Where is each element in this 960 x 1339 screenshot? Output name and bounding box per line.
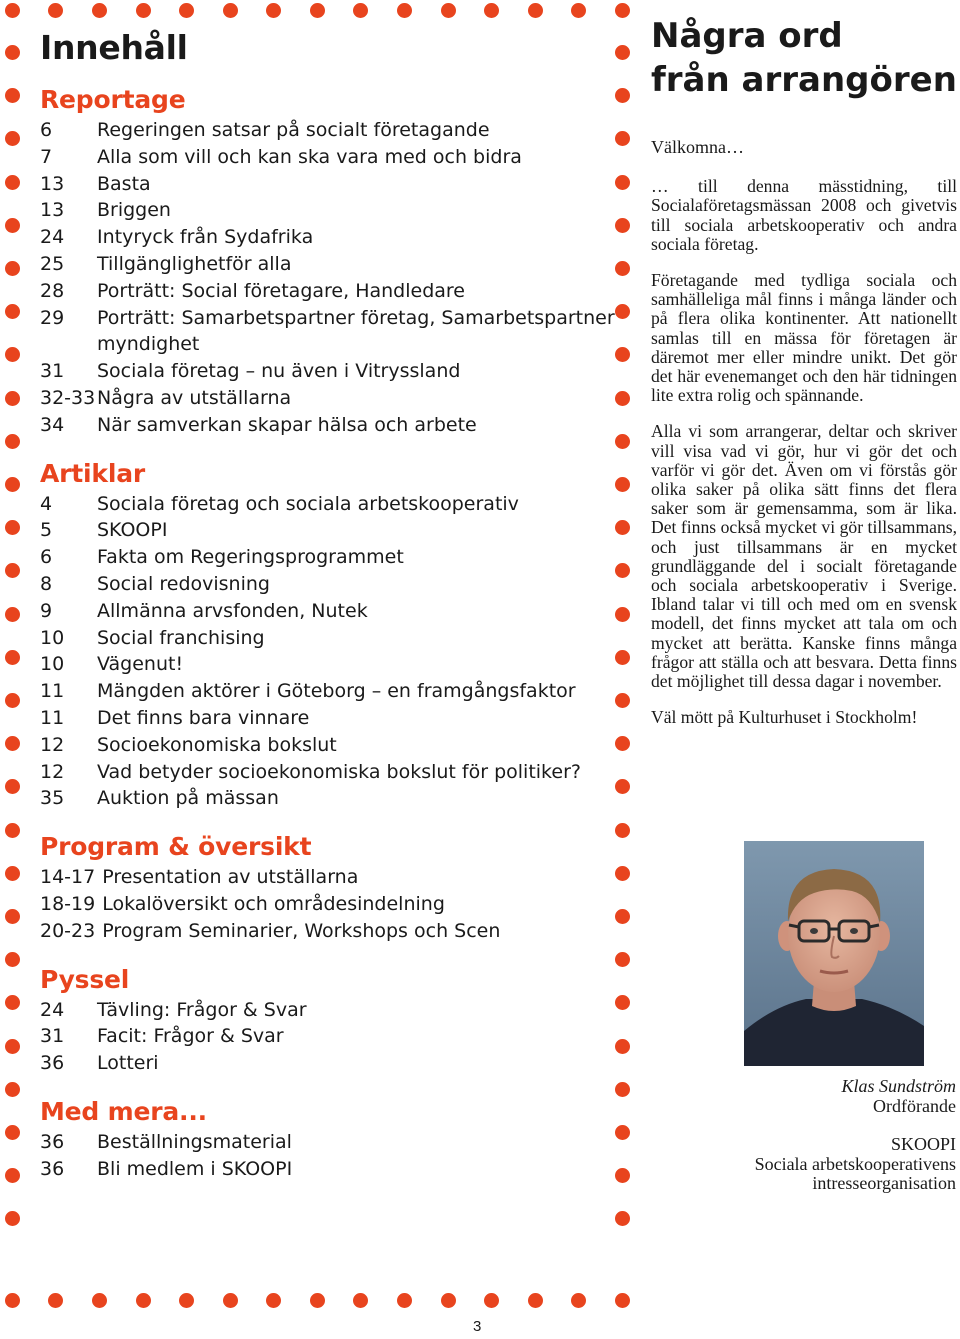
decorative-dot xyxy=(5,823,20,838)
decorative-dot xyxy=(397,3,412,18)
portrait-photo xyxy=(744,841,924,1066)
decorative-dot xyxy=(92,3,107,18)
decorative-dot xyxy=(5,909,20,924)
toc-entry xyxy=(40,117,620,144)
toc-entry-page: 18-19 xyxy=(40,892,96,915)
table-of-contents xyxy=(40,28,620,1201)
decorative-dot xyxy=(92,1293,107,1308)
page-number: 3 xyxy=(473,1318,482,1335)
editorial-greeting: Välkomna… xyxy=(651,137,744,157)
toc-entry-title: Program Seminarier, Workshops och Scen xyxy=(102,919,501,942)
decorative-dot xyxy=(5,175,20,190)
decorative-dot xyxy=(266,3,281,18)
editorial-closing: Väl mött på Kulturhuset i Stockholm! xyxy=(651,707,918,728)
toc-entry-page: 7 xyxy=(40,145,53,168)
toc-entry-page: 6 xyxy=(40,119,53,141)
toc-entry-title: Porträtt: Social företagare, Handledare xyxy=(97,279,465,302)
toc-section xyxy=(40,457,620,813)
toc-entry-title: Auktion på mässan xyxy=(97,787,279,810)
toc-entry-title: Sociala företag och sociala arbetskooperativ xyxy=(97,492,519,515)
portrait-icon xyxy=(744,841,924,1066)
decorative-dot xyxy=(266,1293,281,1308)
toc-entry-page: 31 xyxy=(40,1025,65,1048)
decorative-dot xyxy=(615,3,630,18)
toc-entry xyxy=(40,891,620,918)
toc-entry-title: Social redovisning xyxy=(97,572,270,595)
toc-entry xyxy=(40,358,620,385)
decorative-dot xyxy=(310,1293,325,1308)
decorative-dot xyxy=(5,88,20,103)
toc-entry-page: 34 xyxy=(40,413,65,436)
toc-entry-page: 11 xyxy=(40,706,65,729)
decorative-dot xyxy=(223,1293,238,1308)
toc-entry-page: 24 xyxy=(40,226,65,249)
decorative-dot xyxy=(5,391,20,406)
decorative-dot xyxy=(179,3,194,18)
toc-entry xyxy=(40,1156,620,1183)
toc-entry-page: 10 xyxy=(40,626,65,649)
toc-entry xyxy=(40,785,620,812)
toc-entry-title: Regeringen satsar på socialt företagande xyxy=(97,119,490,141)
toc-entry xyxy=(40,197,620,224)
toc-entry-page: 12 xyxy=(40,760,65,783)
decorative-dot xyxy=(5,347,20,362)
toc-entry-title: Basta xyxy=(97,172,151,195)
decorative-dot xyxy=(397,1293,412,1308)
toc-entry-page: 35 xyxy=(40,787,65,810)
signature-organization-description: Sociala arbetskooperativens xyxy=(754,1154,956,1174)
toc-entry-page: 31 xyxy=(40,360,65,383)
decorative-dot xyxy=(5,1125,20,1140)
toc-entry xyxy=(40,171,620,198)
toc-entry xyxy=(40,278,620,305)
toc-section-title: Pyssel xyxy=(40,964,130,994)
decorative-dot xyxy=(179,1293,194,1308)
decorative-dot xyxy=(5,304,20,319)
decorative-dot xyxy=(48,1293,63,1308)
toc-entry xyxy=(40,759,620,786)
editorial-heading-line2: från arrangören xyxy=(651,60,957,100)
decorative-dot xyxy=(441,1293,456,1308)
signature-role: Ordförande xyxy=(873,1096,956,1116)
toc-entry-page: 6 xyxy=(40,546,53,569)
toc-entry-page: 13 xyxy=(40,172,65,195)
signature-organization-description: intresseorganisation xyxy=(812,1173,956,1193)
toc-section xyxy=(40,963,620,1077)
toc-entry xyxy=(40,1050,620,1077)
toc-entry-page: 4 xyxy=(40,492,53,515)
toc-entry-page: 14-17 xyxy=(40,866,96,889)
toc-entry-title: Porträtt: Samarbetspartner företag, Samarbetspartner myndighet xyxy=(97,306,615,356)
toc-entry xyxy=(40,412,620,439)
toc-sections xyxy=(40,83,620,1183)
decorative-dot xyxy=(5,520,20,535)
decorative-dot xyxy=(5,952,20,967)
editorial-paragraph: … till denna mässtidning, till Socialaföretagsmässan 2008 och givetvis till sociala arbetskooperativ och andra sociala företag. xyxy=(651,176,957,254)
decorative-dot xyxy=(5,779,20,794)
toc-entry-title: Beställningsmaterial xyxy=(97,1130,292,1153)
editorial-paragraph: Företagande med tydliga sociala och samhälleliga mål finns i många länder och på flera olika kontinenter. Att nationellt samlas till en mässa för företagen är däremot mer eller mindre unikt. Det gör det här evenemanget och den här tidningen lite extra rolig och spännande. xyxy=(651,270,957,406)
decorative-dot xyxy=(5,1168,20,1183)
decorative-dot xyxy=(484,1293,499,1308)
toc-entry xyxy=(40,678,620,705)
toc-entry-title: Presentation av utställarna xyxy=(102,866,359,889)
toc-entry-title: Mängden aktörer i Göteborg – en framgångsfaktor xyxy=(97,680,576,703)
decorative-dot xyxy=(5,1039,20,1054)
toc-section-title: Program & översikt xyxy=(40,832,312,862)
toc-entry xyxy=(40,598,620,625)
toc-entry-title: Tillgänglighetför alla xyxy=(97,252,292,275)
decorative-dot xyxy=(5,607,20,622)
decorative-dot xyxy=(5,477,20,492)
toc-entry xyxy=(40,544,620,571)
toc-section xyxy=(40,1095,620,1183)
toc-entry-title: Briggen xyxy=(97,199,171,222)
toc-entry xyxy=(40,918,620,945)
toc-entry-page: 25 xyxy=(40,252,65,275)
toc-entry-page: 36 xyxy=(40,1157,65,1180)
decorative-dot xyxy=(5,45,20,60)
decorative-dot xyxy=(5,995,20,1010)
toc-entry-page: 10 xyxy=(40,653,65,676)
toc-entry xyxy=(40,864,620,891)
toc-entry-title: Fakta om Regeringsprogrammet xyxy=(97,546,404,569)
editorial-heading xyxy=(651,14,957,102)
toc-entry xyxy=(40,997,620,1024)
editorial-heading-line1: Några ord xyxy=(651,16,843,56)
toc-entry-page: 20-23 xyxy=(40,919,96,942)
toc-entry xyxy=(40,571,620,598)
toc-entry-title: Socioekonomiska bokslut xyxy=(97,733,337,756)
decorative-dot xyxy=(136,1293,151,1308)
toc-entry xyxy=(40,385,620,412)
toc-entry xyxy=(40,224,620,251)
toc-entry xyxy=(40,144,620,171)
decorative-dot xyxy=(5,218,20,233)
decorative-dot xyxy=(5,3,20,18)
toc-entry-title: Vägenut! xyxy=(97,653,184,676)
decorative-dot xyxy=(5,693,20,708)
toc-entry-title: Bli medlem i SKOOPI xyxy=(97,1157,293,1180)
decorative-dot xyxy=(48,3,63,18)
toc-entry-title: Lokalöversikt och områdesindelning xyxy=(102,892,445,915)
decorative-dot xyxy=(615,1293,630,1308)
toc-section xyxy=(40,830,620,944)
decorative-dot xyxy=(5,866,20,881)
toc-entry-title: Intyryck från Sydafrika xyxy=(97,226,314,249)
toc-section-title: Artiklar xyxy=(40,458,145,488)
toc-entry xyxy=(40,517,620,544)
decorative-dot xyxy=(136,3,151,18)
decorative-dot xyxy=(353,1293,368,1308)
toc-entry-page: 36 xyxy=(40,1052,65,1075)
toc-entry-page: 32-33 xyxy=(40,386,96,409)
decorative-dot xyxy=(484,3,499,18)
toc-entry-title: SKOOPI xyxy=(97,519,168,542)
decorative-dot xyxy=(223,3,238,18)
decorative-dot xyxy=(5,736,20,751)
toc-entry xyxy=(40,1023,620,1050)
toc-entry xyxy=(40,491,620,518)
decorative-dot xyxy=(5,1211,20,1226)
decorative-dot xyxy=(5,1293,20,1308)
editorial-column xyxy=(651,14,957,744)
toc-entry-page: 5 xyxy=(40,519,53,542)
signature-name: Klas Sundström xyxy=(841,1076,956,1096)
toc-entry xyxy=(40,251,620,278)
toc-entry-title: Vad betyder socioekonomiska bokslut för politiker? xyxy=(97,760,581,783)
decorative-dot xyxy=(5,131,20,146)
decorative-dot xyxy=(5,1082,20,1097)
decorative-dot xyxy=(571,3,586,18)
toc-entry-title: Social franchising xyxy=(97,626,265,649)
toc-entry xyxy=(40,1129,620,1156)
decorative-dot xyxy=(441,3,456,18)
toc-entry-title: Sociala företag – nu även i Vitryssland xyxy=(97,360,461,383)
toc-entry-title: Lotteri xyxy=(97,1052,159,1075)
toc-entry-page: 9 xyxy=(40,599,53,622)
toc-entry-title: Allmänna arvsfonden, Nutek xyxy=(97,599,368,622)
toc-section-title: Med mera... xyxy=(40,1096,207,1126)
toc-entry-page: 13 xyxy=(40,199,65,222)
toc-entry-title: Det finns bara vinnare xyxy=(97,706,310,729)
toc-entry-page: 29 xyxy=(40,306,65,329)
decorative-dot xyxy=(528,1293,543,1308)
toc-entry-title: När samverkan skapar hälsa och arbete xyxy=(97,413,477,436)
toc-section-title: Reportage xyxy=(40,85,186,114)
decorative-dot xyxy=(615,1211,630,1226)
toc-entry-page: 24 xyxy=(40,998,65,1021)
decorative-dot xyxy=(528,3,543,18)
editorial-paragraph: Alla vi som arrangerar, deltar och skriver vill visa vad vi gör, hur vi gör det och varför vi gör det. Även om vi förstås gör olika saker på olika sätt finns det flera saker som är gemensamma, som är lika. Det finns också mycket vi gör tillsammans, och just tillsammans är en mycket grundläggande del i socialt företagande och sociala arbetskooperativ i Sverige. Ibland talar vi till och med om en svensk modell, det finns mycket att tala om och mycket att berätta. Kanske finns många frågor att ställa och att besvara. Detta finns det möjlighet till dessa dagar i november. xyxy=(651,421,957,692)
decorative-dot xyxy=(5,434,20,449)
decorative-dot xyxy=(5,650,20,665)
toc-entry xyxy=(40,732,620,759)
decorative-dot xyxy=(5,563,20,578)
signature-organization: SKOOPI xyxy=(890,1134,956,1154)
toc-entry-title: Några av utställarna xyxy=(97,386,292,409)
toc-entry-page: 11 xyxy=(40,680,65,703)
toc-section xyxy=(40,83,620,439)
toc-entry-title: Tävling: Frågor & Svar xyxy=(97,998,307,1021)
toc-entry-page: 36 xyxy=(40,1130,65,1153)
toc-heading: Innehåll xyxy=(40,28,188,67)
toc-entry xyxy=(40,651,620,678)
toc-entry-page: 8 xyxy=(40,572,53,595)
toc-entry-title: Alla som vill och kan ska vara med och bidra xyxy=(97,145,522,168)
toc-entry-title: Facit: Frågor & Svar xyxy=(97,1025,284,1048)
decorative-dot xyxy=(310,3,325,18)
toc-entry xyxy=(40,705,620,732)
decorative-dot xyxy=(5,261,20,276)
toc-entry xyxy=(40,625,620,652)
toc-entry-page: 12 xyxy=(40,733,65,756)
toc-entry-page: 28 xyxy=(40,279,65,302)
decorative-dot xyxy=(571,1293,586,1308)
toc-entry xyxy=(40,305,620,359)
decorative-dot xyxy=(353,3,368,18)
